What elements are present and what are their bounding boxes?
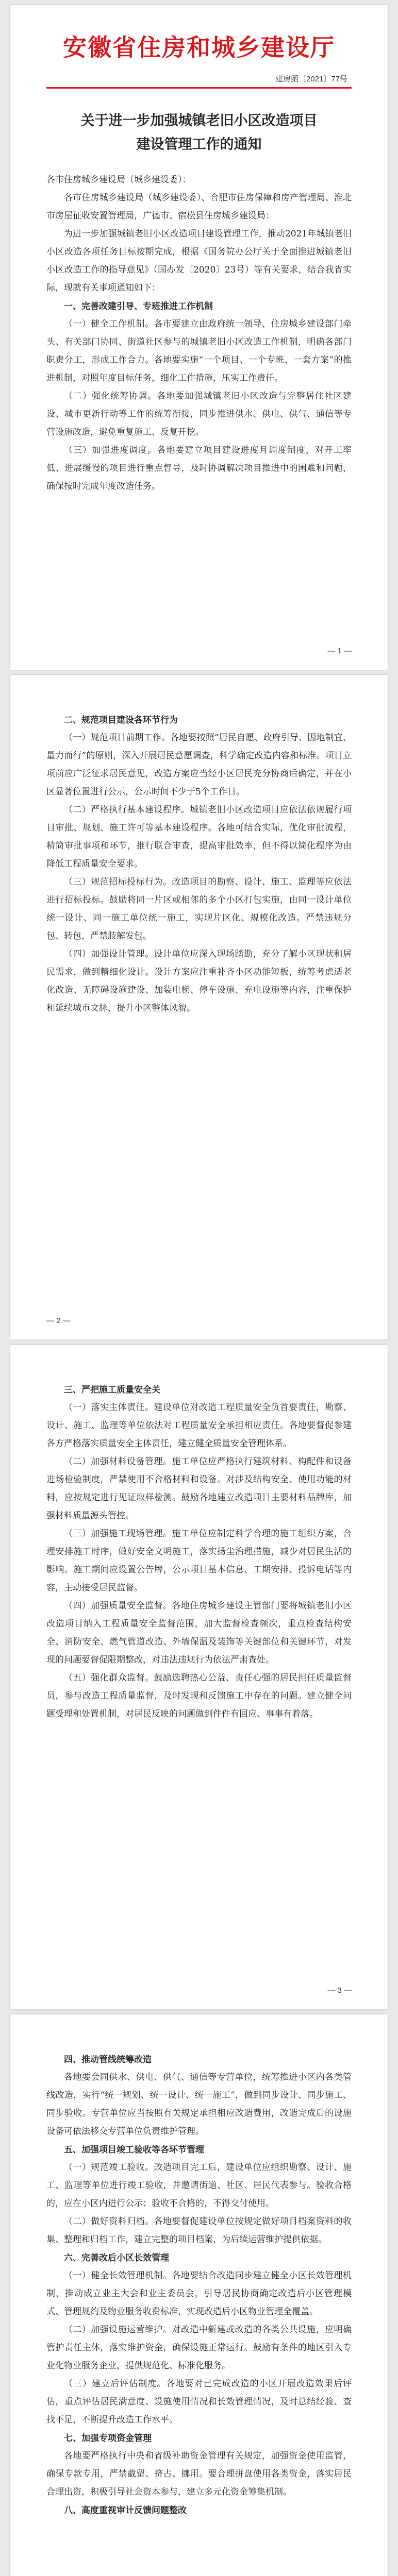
section-paragraph: （二）强化统筹协调。各地要加强城镇老旧小区改造与完整居住社区建设、城市更新行动等工作的统筹衔接，同步推进供水、供电、供气、通信等专营设施改造，避免重复施工、反复开挖。 — [46, 391, 352, 437]
section-heading: 三、严把施工质量安全关 — [64, 1385, 160, 1395]
addressee: 各市住房城乡建设局（城乡建设委）： — [46, 175, 191, 185]
section-paragraph: （二）严格执行基本建设程序。城镇老旧小区改造项目应依法依规履行项目审批、规划、施工许可等基本建设程序。各地可结合实际，优化审批流程，精简审批事项和环节，推行联合审查，提高审批效率，但不得以简化程序为由降低工程质量安全要求。 — [46, 805, 352, 869]
section-paragraph: （二）加强设施运营维护。对改造中新建或改造的各类公共设施，应明确管护责任主体，落实维护资金，确保设施正常运行。鼓励有条件的地区引入专业化物业服务企业，提供规范化、标准化服务。 — [46, 2325, 352, 2371]
document-title — [46, 109, 352, 157]
section-heading: 八、高度重视审计反馈问题整改 — [64, 2505, 187, 2515]
document-number: 建房函〔2021〕77号 — [275, 75, 347, 83]
section-heading: 一、完善改建引导、专班推进工作机制 — [64, 301, 213, 311]
section-paragraph: （四）加强质量安全监督。各地住房城乡建设主管部门要将城镇老旧小区改造项目纳入工程质量安全监督范围，加大监督检查频次，重点检查结构安全、消防安全、燃气管道改造、外墙保温及装饰等关键部位和关键环节，对发现的问题要督促限期整改，对违法违规行为依法严肃查处。 — [46, 1601, 352, 1665]
section-paragraph: （三）加强施工现场管理。施工单位应制定科学合理的施工组织方案，合理安排施工时序，做好安全文明施工，落实扬尘治理措施，减少对居民生活的影响。施工期间应设置公告牌，公示项目基本信息、工期安排、投诉电话等内容，主动接受居民监督。 — [46, 1529, 352, 1593]
intro-paragraph: 为进一步加强城镇老旧小区改造项目建设管理工作，推动2021年城镇老旧小区改造各项任务目标按期完成，根据《国务院办公厅关于全面推进城镇老旧小区改造工作的指导意见》（国办发〔2020〕23号）等有关要求，结合我省实际，现就有关事项通知如下： — [46, 229, 352, 293]
page-number: — 2 — — [46, 1316, 71, 1325]
section-paragraph: （三）规范招标投标行为。改造项目的勘察、设计、施工、监理等应依法进行招标投标。鼓励将同一片区或相邻的多个小区打包实施，由同一设计单位统一设计、同一施工单位统一施工，实现片区化、规模化改造。严禁违规分包、转包，严禁肢解发包。 — [46, 877, 352, 941]
red-divider-rule — [46, 87, 352, 89]
section-paragraph: （一）规范项目前期工作。各地要按照“居民自愿、政府引导、因地制宜、量力而行”的原则，深入开展居民意愿调查，科学确定改造内容和标准。项目立项前应广泛征求居民意见，改造方案应当经小区居民充分协商后确定，并在小区显著位置进行公示，公示时间不少于5个工作日。 — [46, 733, 352, 797]
title-line-1: 关于进一步加强城镇老旧小区改造项目 — [80, 113, 318, 129]
section-heading: 七、加强专项资金管理 — [64, 2433, 152, 2443]
section-paragraph: （一）落实主体责任。建设单位对改造工程质量安全负首要责任，勘察、设计、施工、监理等单位依法对工程质量安全承担相应责任。各地要督促参建各方严格落实质量安全主体责任，建立健全质量安全管理体系。 — [46, 1402, 352, 1449]
section-paragraph: 各地要严格执行中央和省级补助资金管理有关规定，加强资金使用监管，确保专款专用，严禁截留、挤占、挪用。要合理拼盘使用各类资金，落实居民合理出资，积极引导社会资本参与，建立多元化资金筹集机制。 — [46, 2451, 352, 2497]
issuing-org-header: 安徽省住房和城乡建设厅 — [63, 33, 335, 61]
section-heading: 六、完善改后小区长效管理 — [64, 2253, 169, 2263]
page-number: — 1 — — [327, 647, 352, 655]
section-heading: 四、推动管线统筹改造 — [64, 2055, 152, 2064]
section-paragraph: （四）加强设计管理。设计单位应深入现场踏勘，充分了解小区现状和居民需求，做到精细化设计。设计方案应注重补齐小区功能短板，统筹考虑适老化改造、无障碍设施建设、加装电梯、停车设施、充电设施等内容，注重保护和延续城市文脉，提升小区整体风貌。 — [46, 949, 352, 1013]
section-paragraph: （三）建立后评估制度。各地要对已完成改造的小区开展改造效果后评估，重点评估居民满意度、设施使用情况和长效管理情况，及时总结经验、查找不足，不断提升改造工作水平。 — [46, 2379, 352, 2425]
section-heading: 五、加强项目竣工验收等各环节管理 — [64, 2145, 204, 2155]
section-paragraph: 各地要会同供水、供电、供气、通信等专营单位，统筹推进小区内各类管线改造，实行“统一规划、统一设计、统一施工”，做到同步设计、同步施工、同步验收。专营单位应当按照有关规定承担相应改造费用，改造完成后的设施设备可依法移交专营单位负责维护管理。 — [46, 2072, 352, 2137]
section-paragraph: （三）加强进度调度。各地要建立项目建设进度月调度制度，对开工率低、进展缓慢的项目进行重点督导，及时协调解决项目推进中的困难和问题，确保按时完成年度改造任务。 — [46, 445, 352, 492]
document-page-3 — [10, 1345, 388, 2009]
section-paragraph: （一）规范竣工验收。改造项目完工后，建设单位应组织勘察、设计、施工、监理等单位进行竣工验收，并邀请街道、社区、居民代表参与。验收合格的，应在小区内进行公示；验收不合格的，不得交付使用。 — [46, 2162, 352, 2209]
page-number: — 3 — — [327, 1986, 352, 1995]
title-line-2: 建设管理工作的通知 — [136, 137, 262, 152]
document-page-4 — [10, 2014, 388, 2576]
document-page-2 — [10, 675, 388, 1340]
section-paragraph: （一）健全工作机制。各市要建立由政府统一领导、住房城乡建设部门牵头、有关部门协同、街道社区参与的城镇老旧小区改造工作机制，明确各部门职责分工，形成工作合力。各地要实施“一个项目、一个专班、一套方案”的推进机制，对照年度目标任务，细化工作措施，压实工作责任。 — [46, 319, 352, 383]
section-heading: 二、规范项目建设各环节行为 — [64, 715, 178, 725]
section-paragraph: （一）健全长效管理机制。各地要结合改造同步建立健全小区长效管理机制，推动成立业主大会和业主委员会，引导居民协商确定改造后小区管理模式、管理规约及物业服务收费标准，实现改造后小区物业管理全覆盖。 — [46, 2270, 352, 2317]
section-paragraph: （五）强化群众监督。鼓励选聘热心公益、责任心强的居民担任质量监督员，参与改造工程质量监督，及时发现和反馈施工中存在的问题。建立健全问题受理和处置机制，对居民反映的问题做到件件有回应、事事有着落。 — [46, 1673, 352, 1719]
intro-paragraph: 各市住房城乡建设局（城乡建设委）、合肥市住房保障和房产管理局、淮北市房屋征收安置管理局，广德市、宿松县住房城乡建设局： — [46, 193, 352, 221]
section-paragraph: （二）做好资料归档。各地要督促建设单位按规定做好项目档案资料的收集、整理和归档工作，建立完整的项目档案，为后续运营维护提供依据。 — [46, 2216, 352, 2245]
section-paragraph: （二）加强材料设备管理。施工单位应严格执行建筑材料、构配件和设备进场检验制度，严禁使用不合格材料和设备。对涉及结构安全、使用功能的材料，应按规定进行见证取样检测。鼓励各地建立改造项目主要材料品牌库，加强材料质量源头管控。 — [46, 1456, 352, 1521]
document-page-1 — [10, 5, 388, 670]
